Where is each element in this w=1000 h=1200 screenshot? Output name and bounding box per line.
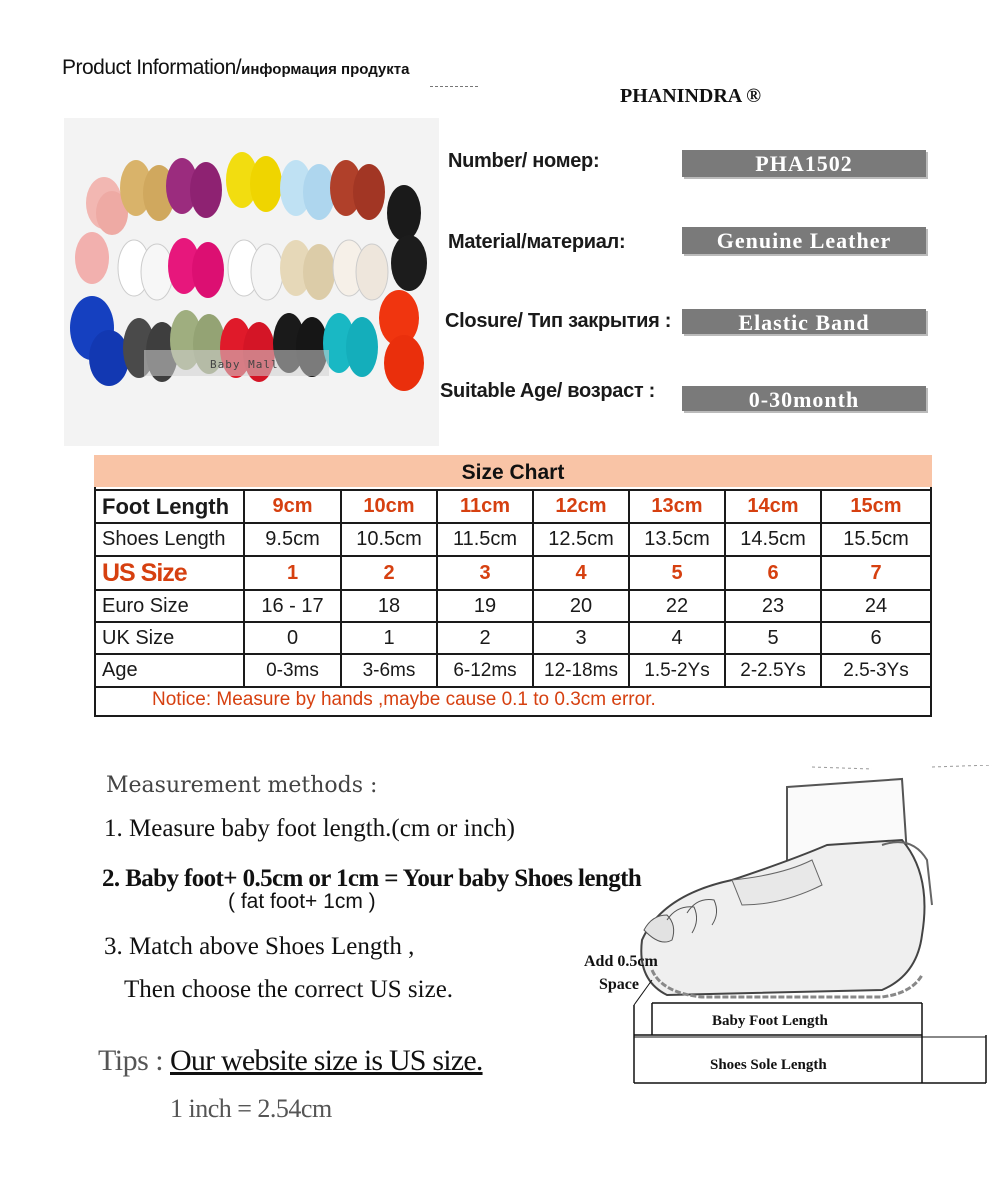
step-2-note: ( fat foot+ 1cm ) [228,890,376,913]
material-label: Material/материал: [448,231,626,253]
row-label-euro-size: Euro Size [102,594,189,617]
age-cell: 2.5-3Ys [843,659,909,681]
shoe-row-top [86,152,421,241]
inch-conversion: 1 inch = 2.54cm [170,1094,332,1123]
space-label: Space [599,976,639,993]
age-cell: 6-12ms [453,659,517,681]
us-size-cell: 4 [575,561,587,584]
age-cell: 3-6ms [362,659,416,681]
tips-text: Our website size is US size. [170,1044,483,1077]
shoes-length-cell: 12.5cm [548,528,614,550]
row-label-uk-size: UK Size [102,626,175,649]
foot-sketch [582,765,992,1085]
step-2: 2. Baby foot+ 0.5cm or 1cm = Your baby Shoes length [102,865,642,892]
chart-row-line [94,686,932,688]
shoes-length-cell: 11.5cm [452,528,518,550]
product-information-title [62,56,409,80]
foot-length-cell: 12cm [555,495,607,517]
measurement-notice: Notice: Measure by hands ,maybe cause 0.1 to 0.3cm error. [152,689,656,710]
photo-watermark: Baby Mall [210,358,279,371]
uk-size-cell: 3 [575,626,587,649]
suitable-age-label: Suitable Age/ возраст : [440,380,656,402]
row-label-age: Age [102,659,138,681]
number-value: PHA1502 [682,150,926,177]
us-size-cell: 1 [286,561,299,584]
euro-size-cell: 19 [473,594,497,617]
euro-size-cell: 18 [377,594,401,617]
closure-value: Elastic Band [682,309,926,334]
row-label-shoes-length: Shoes Length [102,528,226,550]
us-size-cell: 2 [383,561,395,584]
baby-foot-length-label: Baby Foot Length [712,1013,828,1029]
uk-size-cell: 0 [286,626,299,649]
age-cell: 2-2.5Ys [740,659,806,681]
measurement-methods-title: Measurement methods : [106,773,378,798]
number-label: Number/ номер: [448,150,600,172]
euro-size-cell: 20 [569,594,593,617]
shoes-length-cell: 10.5cm [356,528,422,550]
foot-measurement-diagram [582,765,992,1085]
euro-size-cell: 16 - 17 [261,594,324,617]
shoes-length-cell: 15.5cm [843,528,909,550]
suitable-age-value: 0-30month [682,386,926,411]
step-1: 1. Measure baby foot length.(cm or inch) [104,815,515,842]
us-size-cell: 3 [479,561,491,584]
tips-label: Tips : [98,1044,164,1077]
foot-length-cell: 14cm [747,495,799,517]
moccasins-illustration [64,118,439,446]
euro-size-cell: 23 [761,594,785,617]
foot-length-cell: 13cm [651,495,703,517]
row-label-foot-length: Foot Length [102,493,230,519]
age-cell: 0-3ms [266,659,319,681]
uk-size-cell: 1 [383,626,395,649]
foot-length-cell: 15cm [850,495,902,517]
shoes-length-cell: 13.5cm [644,528,710,550]
material-value: Genuine Leather [682,227,926,254]
size-chart-title: Size Chart [94,455,932,487]
shoe-row-middle [75,232,427,300]
us-size-cell: 6 [767,561,779,584]
brand-name: PHANINDRA ® [620,85,762,107]
row-label-us-size: US Size [102,558,187,587]
closure-label: Closure/ Тип закрытия : [445,310,672,332]
foot-length-cell: 9cm [272,495,313,517]
shoes-length-cell: 9.5cm [265,528,320,550]
us-size-cell: 5 [671,561,683,584]
step-3-line-1: 3. Match above Shoes Length , [104,933,415,960]
euro-size-cell: 22 [665,594,689,617]
product-photo [64,118,439,446]
euro-size-cell: 24 [864,594,888,617]
uk-size-cell: 5 [767,626,779,649]
title-english: Product Information/ [62,56,242,79]
shoes-length-cell: 14.5cm [740,528,806,550]
title-underline [430,86,478,87]
step-3-line-2: Then choose the correct US size. [124,976,454,1003]
add-space-label: Add 0.5cm [584,953,658,970]
uk-size-cell: 6 [870,626,882,649]
age-cell: 1.5-2Ys [644,659,710,681]
uk-size-cell: 4 [671,626,683,649]
foot-length-cell: 10cm [363,495,415,517]
age-cell: 12-18ms [544,659,618,681]
foot-length-cell: 11cm [459,495,511,517]
shoes-sole-length-label: Shoes Sole Length [710,1057,827,1073]
uk-size-cell: 2 [479,626,491,649]
us-size-cell: 7 [870,561,882,584]
title-russian: информация продукта [241,61,410,78]
